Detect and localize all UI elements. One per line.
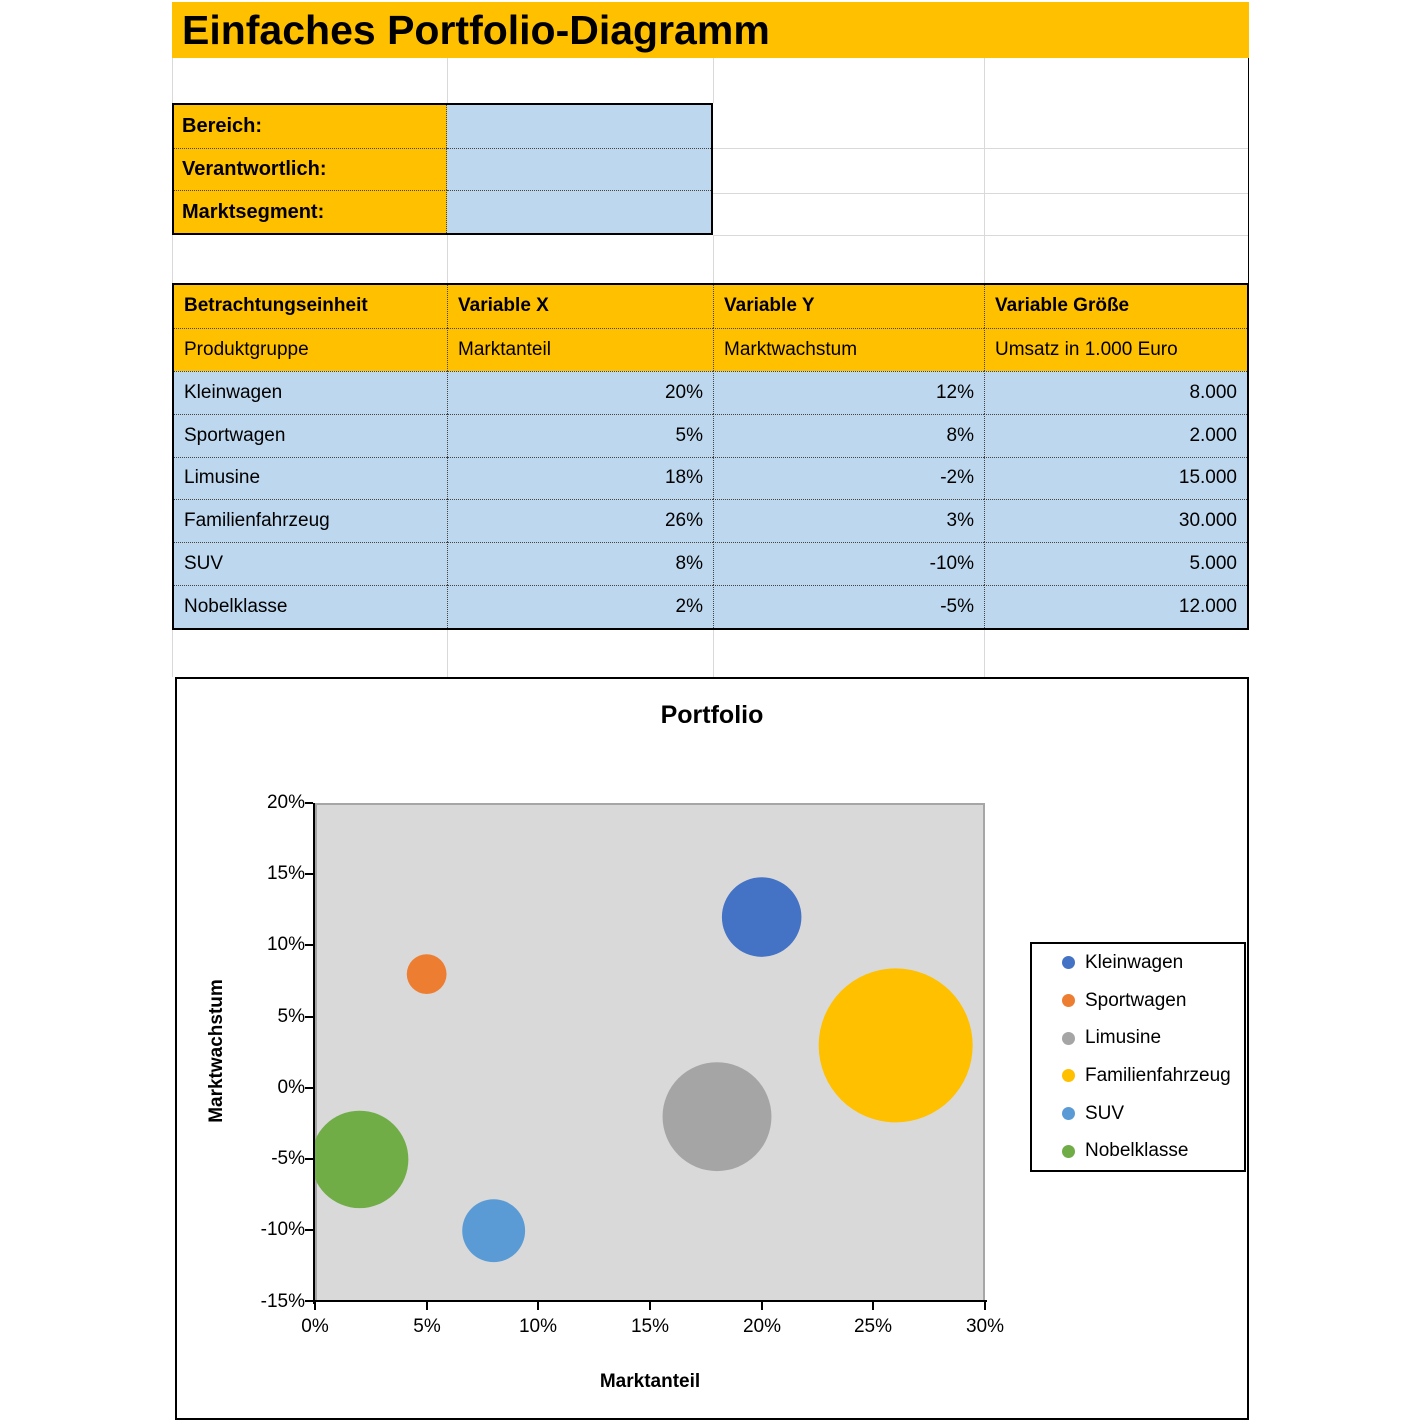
tick-mark bbox=[537, 1302, 539, 1310]
col-subheader: Marktanteil bbox=[447, 328, 713, 371]
gridline bbox=[172, 630, 173, 677]
row-size-cell[interactable]: 8.000 bbox=[984, 371, 1247, 414]
y-tick-label: 5% bbox=[277, 1006, 305, 1027]
col-header: Variable Größe bbox=[984, 285, 1247, 328]
gridline bbox=[713, 235, 714, 283]
x-tick-label: 20% bbox=[742, 1316, 782, 1337]
row-x-cell[interactable]: 5% bbox=[447, 414, 713, 457]
gridline bbox=[172, 58, 173, 103]
row-y-cell[interactable]: 12% bbox=[713, 371, 984, 414]
row-x-cell[interactable]: 20% bbox=[447, 371, 713, 414]
gridline bbox=[984, 630, 985, 677]
x-axis-title: Marktanteil bbox=[599, 1371, 701, 1392]
gridline bbox=[713, 148, 1249, 149]
row-x-cell[interactable]: 2% bbox=[447, 585, 713, 628]
sheet-title: Einfaches Portfolio-Diagramm bbox=[172, 2, 1249, 58]
tick-mark bbox=[305, 1016, 313, 1018]
y-tick-label: -5% bbox=[271, 1148, 305, 1169]
gridline bbox=[713, 193, 1249, 194]
row-name-cell[interactable]: Kleinwagen bbox=[174, 371, 447, 414]
bubble-SUV bbox=[462, 1199, 525, 1262]
col-header: Variable X bbox=[447, 285, 713, 328]
legend-dot-icon bbox=[1062, 994, 1075, 1007]
legend-dot-icon bbox=[1062, 1069, 1075, 1082]
tick-mark bbox=[305, 802, 313, 804]
y-axis-title: Marktwachstum bbox=[206, 979, 227, 1123]
x-tick-label: 25% bbox=[853, 1316, 893, 1337]
row-x-cell[interactable]: 26% bbox=[447, 499, 713, 542]
verantwortlich-label: Verantwortlich: bbox=[174, 148, 447, 191]
plot-area bbox=[315, 803, 985, 1302]
legend-item bbox=[1032, 1019, 1244, 1057]
gridline bbox=[447, 235, 448, 283]
legend-dot-icon bbox=[1062, 1032, 1075, 1045]
legend-item bbox=[1032, 944, 1244, 982]
tick-mark bbox=[314, 1302, 316, 1310]
tick-mark bbox=[305, 873, 313, 875]
row-y-cell[interactable]: 8% bbox=[713, 414, 984, 457]
region-right-border bbox=[1248, 58, 1249, 283]
legend-label: Familienfahrzeug bbox=[1085, 1064, 1231, 1086]
tick-mark bbox=[305, 1300, 313, 1302]
row-name-cell[interactable]: SUV bbox=[174, 542, 447, 585]
x-tick-label: 30% bbox=[965, 1316, 1005, 1337]
bubble-Sportwagen bbox=[407, 954, 447, 994]
row-y-cell[interactable]: 3% bbox=[713, 499, 984, 542]
row-name-cell[interactable]: Sportwagen bbox=[174, 414, 447, 457]
col-header: Betrachtungseinheit bbox=[174, 285, 447, 328]
row-size-cell[interactable]: 15.000 bbox=[984, 457, 1247, 500]
tick-mark bbox=[305, 1158, 313, 1160]
tick-mark bbox=[305, 1087, 313, 1089]
gridline bbox=[713, 58, 714, 103]
row-size-cell[interactable]: 30.000 bbox=[984, 499, 1247, 542]
plot-area-svg bbox=[315, 803, 985, 1302]
gridline bbox=[984, 103, 985, 235]
legend-item bbox=[1032, 982, 1244, 1020]
gridline bbox=[447, 58, 448, 103]
chart-title: Portfolio bbox=[660, 701, 764, 729]
x-tick-label: 10% bbox=[518, 1316, 558, 1337]
bereich-input[interactable] bbox=[447, 105, 711, 148]
x-tick-label: 0% bbox=[301, 1316, 329, 1337]
bubble-Familienfahrzeug bbox=[819, 968, 973, 1122]
bubble-Kleinwagen bbox=[722, 877, 802, 957]
verantwortlich-input[interactable] bbox=[447, 148, 711, 191]
col-subheader: Produktgruppe bbox=[174, 328, 447, 371]
form-block bbox=[172, 103, 713, 235]
row-y-cell[interactable]: -10% bbox=[713, 542, 984, 585]
legend-label: SUV bbox=[1085, 1102, 1125, 1124]
data-table bbox=[172, 283, 1249, 630]
row-y-cell[interactable]: -5% bbox=[713, 585, 984, 628]
tick-mark bbox=[649, 1302, 651, 1310]
col-header: Variable Y bbox=[713, 285, 984, 328]
gridline bbox=[447, 630, 448, 677]
col-subheader: Umsatz in 1.000 Euro bbox=[984, 328, 1247, 371]
legend-dot-icon bbox=[1062, 956, 1075, 969]
legend-dot-icon bbox=[1062, 1107, 1075, 1120]
row-name-cell[interactable]: Familienfahrzeug bbox=[174, 499, 447, 542]
legend-item bbox=[1032, 1132, 1244, 1170]
legend-label: Nobelklasse bbox=[1085, 1140, 1189, 1162]
tick-mark bbox=[761, 1302, 763, 1310]
row-size-cell[interactable]: 2.000 bbox=[984, 414, 1247, 457]
legend-label: Limusine bbox=[1085, 1027, 1162, 1049]
x-tick-label: 5% bbox=[413, 1316, 441, 1337]
gridline bbox=[713, 630, 714, 677]
row-x-cell[interactable]: 18% bbox=[447, 457, 713, 500]
y-tick-label: 0% bbox=[277, 1077, 305, 1098]
y-tick-label: 10% bbox=[266, 934, 305, 955]
y-axis-line bbox=[313, 803, 315, 1304]
portfolio-chart bbox=[175, 677, 1249, 1420]
gridline bbox=[984, 58, 985, 103]
bubble-Nobelklasse bbox=[315, 1111, 408, 1208]
bubble-Limusine bbox=[663, 1062, 772, 1171]
marktsegment-input[interactable] bbox=[447, 190, 711, 233]
gridline bbox=[172, 235, 173, 283]
y-tick-label: 15% bbox=[266, 863, 305, 884]
col-subheader: Marktwachstum bbox=[713, 328, 984, 371]
y-tick-label: -15% bbox=[260, 1291, 305, 1312]
gridline bbox=[984, 235, 985, 283]
tick-mark bbox=[426, 1302, 428, 1310]
gridline bbox=[713, 235, 1249, 236]
tick-mark bbox=[984, 1302, 986, 1310]
tick-mark bbox=[305, 1229, 313, 1231]
row-x-cell[interactable]: 8% bbox=[447, 542, 713, 585]
legend-label: Sportwagen bbox=[1085, 989, 1187, 1011]
marktsegment-label: Marktsegment: bbox=[174, 190, 447, 233]
y-tick-label: -10% bbox=[260, 1219, 305, 1240]
row-size-cell[interactable]: 12.000 bbox=[984, 585, 1247, 628]
legend-dot-icon bbox=[1062, 1145, 1075, 1158]
x-tick-label: 15% bbox=[630, 1316, 670, 1337]
tick-mark bbox=[872, 1302, 874, 1310]
row-y-cell[interactable]: -2% bbox=[713, 457, 984, 500]
row-name-cell[interactable]: Limusine bbox=[174, 457, 447, 500]
legend-label: Kleinwagen bbox=[1085, 951, 1184, 973]
y-tick-label: 20% bbox=[266, 792, 305, 813]
row-size-cell[interactable]: 5.000 bbox=[984, 542, 1247, 585]
legend-item bbox=[1032, 1057, 1244, 1095]
bereich-label: Bereich: bbox=[174, 105, 447, 148]
tick-mark bbox=[305, 944, 313, 946]
row-name-cell[interactable]: Nobelklasse bbox=[174, 585, 447, 628]
legend-item bbox=[1032, 1095, 1244, 1133]
chart-legend bbox=[1030, 942, 1246, 1172]
